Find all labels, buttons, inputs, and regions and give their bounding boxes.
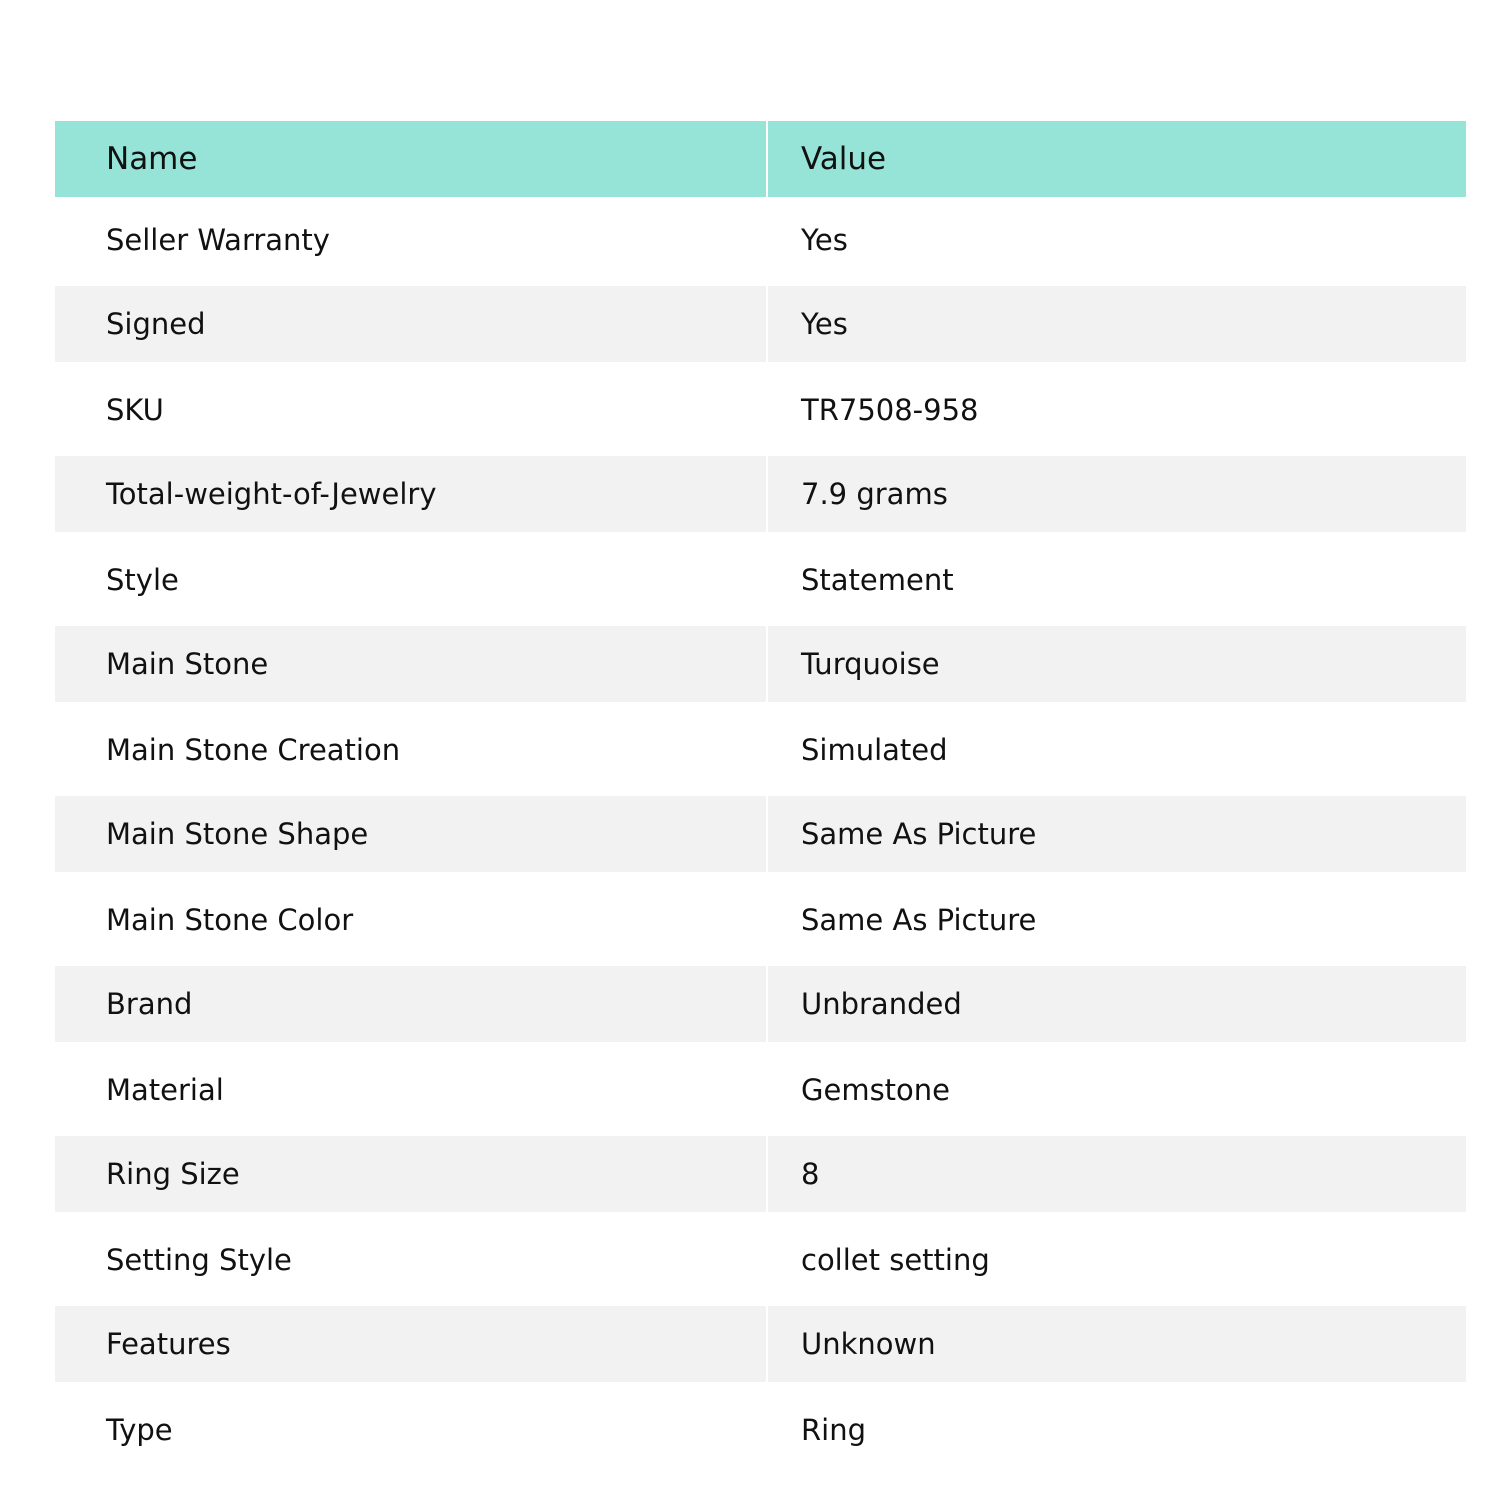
- table-row: [55, 456, 1466, 532]
- table-row: [55, 796, 1466, 872]
- row-value: Gemstone: [768, 1047, 1466, 1132]
- row-value: Statement: [768, 537, 1466, 622]
- table-row: [55, 197, 1466, 282]
- row-name: SKU: [55, 367, 766, 452]
- row-value: 8: [768, 1136, 1466, 1212]
- table-row: [55, 286, 1466, 362]
- table-row: [55, 537, 1466, 622]
- row-value: Same As Picture: [768, 796, 1466, 872]
- row-name: Setting Style: [55, 1217, 766, 1302]
- table-row: [55, 707, 1466, 792]
- table-row: [55, 1136, 1466, 1212]
- row-value: Ring: [768, 1387, 1466, 1472]
- table-row: [55, 1306, 1466, 1382]
- row-value: Same As Picture: [768, 877, 1466, 962]
- row-name: Main Stone Color: [55, 877, 766, 962]
- row-name: Main Stone Shape: [55, 796, 766, 872]
- row-name: Ring Size: [55, 1136, 766, 1212]
- column-header-value: Value: [768, 121, 1466, 197]
- table-row: [55, 877, 1466, 962]
- row-name: Main Stone Creation: [55, 707, 766, 792]
- row-name: Main Stone: [55, 626, 766, 702]
- row-value: Unknown: [768, 1306, 1466, 1382]
- row-name: Features: [55, 1306, 766, 1382]
- row-value: Turquoise: [768, 626, 1466, 702]
- row-value: Yes: [768, 197, 1466, 282]
- table-row: [55, 1387, 1466, 1472]
- row-name: Total-weight-of-Jewelry: [55, 456, 766, 532]
- row-value: 7.9 grams: [768, 456, 1466, 532]
- column-header-name: Name: [55, 121, 766, 197]
- row-name: Material: [55, 1047, 766, 1132]
- row-name: Signed: [55, 286, 766, 362]
- spec-table: [55, 121, 1466, 1472]
- table-header-row: [55, 121, 1466, 197]
- table-row: [55, 1047, 1466, 1132]
- table-row: [55, 966, 1466, 1042]
- table-row: [55, 626, 1466, 702]
- row-value: Simulated: [768, 707, 1466, 792]
- row-value: Yes: [768, 286, 1466, 362]
- row-name: Type: [55, 1387, 766, 1472]
- row-name: Style: [55, 537, 766, 622]
- row-name: Seller Warranty: [55, 197, 766, 282]
- table-row: [55, 1217, 1466, 1302]
- row-name: Brand: [55, 966, 766, 1042]
- row-value: TR7508-958: [768, 367, 1466, 452]
- row-value: collet setting: [768, 1217, 1466, 1302]
- row-value: Unbranded: [768, 966, 1466, 1042]
- table-row: [55, 367, 1466, 452]
